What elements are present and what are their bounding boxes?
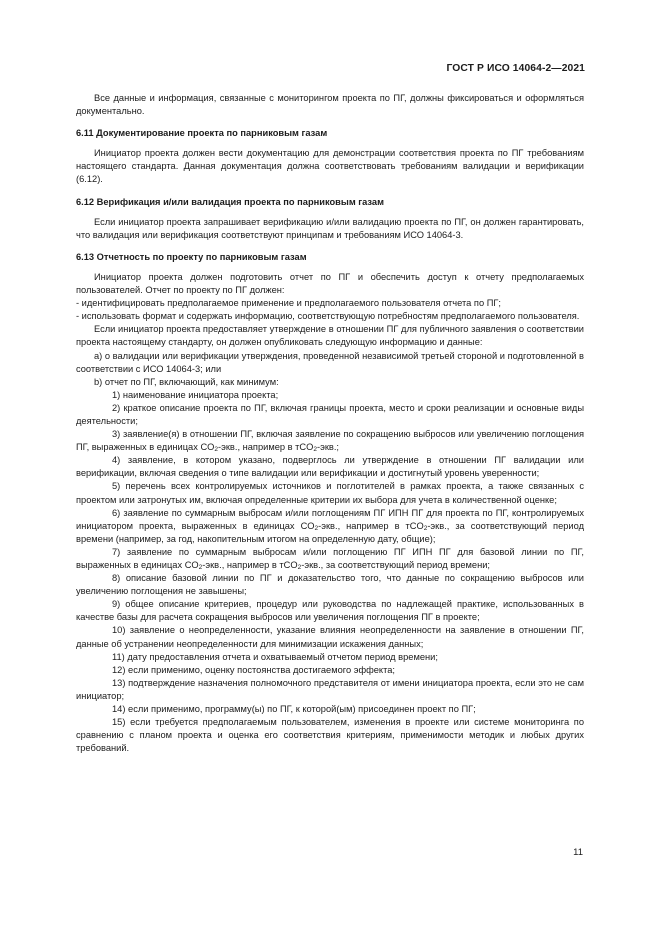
sub-item-5: 5) перечень всех контролируемых источников и поглотителей в рамках проекта, а также связанных с проектом или затронутых им, включая определенные критерии их выбора для учета в количественной оценке; <box>76 481 584 505</box>
list-item-a: а) о валидации или верификации утверждения, проведенной независимой третьей стороной и подготовленной в соответствии с ИСО 14064-3; или <box>76 350 584 374</box>
sub-item-14: 14) если применимо, программу(ы) по ПГ, к которой(ым) присоединен проект по ПГ; <box>112 704 476 715</box>
dash-item-1: - идентифицировать предполагаемое применение и предполагаемого пользователя отчета по ПГ; <box>76 298 501 309</box>
section-6-12-heading: 6.12 Верификация и/или валидация проекта по парниковым газам <box>76 196 384 207</box>
dash-item-2: - использовать формат и содержать информацию, соответствующую потребностям предполагаемого пользователя. <box>76 311 580 322</box>
section-6-13-heading: 6.13 Отчетность по проекту по парниковым газам <box>76 251 307 262</box>
section-6-13-paragraph-2: Если инициатор проекта предоставляет утверждение в отношении ПГ для публичного заявления о соответствии проекта настоящему стандарту, он должен опубликовать следующую информацию и данные: <box>76 324 584 348</box>
section-6-12-paragraph: Если инициатор проекта запрашивает верификацию и/или валидацию проекта по ПГ, он должен гарантировать, что валидация или верификация соответствуют принципам и требованиям ИСО 14064-3. <box>76 216 584 240</box>
sub-item-8: 8) описание базовой линии по ПГ и доказательство того, что данные по сокращению выбросов или увеличению поглощения не завышены; <box>76 573 584 597</box>
sub-item-10: 10) заявление о неопределенности, указание влияния неопределенности на заявление в отношении ПГ, данные об устранении неопределенности для минимизации искажения данных; <box>76 625 584 649</box>
sub-item-7: 7) заявление по суммарным выбросам и/или поглощению ПГ ИПН ПГ для базовой линии по ПГ, выраженных в единицах $CO_2$-экв., например в тCO$_2$-экв., за соответствующий период времени; <box>76 546 584 571</box>
document-body <box>76 92 584 755</box>
page-number: 11 <box>573 847 583 858</box>
intro-paragraph: Все данные и информация, связанные с мониторингом проекта по ПГ, должны фиксироваться и оформляться документально. <box>76 93 584 117</box>
sub-item-12: 12) если применимо, оценку постоянства достигаемого эффекта; <box>112 664 396 675</box>
sub-item-6: 6) заявление по суммарным выбросам и/или поглощениям ПГ ИПН ПГ для проекта по ПГ, контролируемых инициатором проекта, выраженных в единицах $CO_2$-экв., например в тCO$_2$-экв., за соответствующий период времени (например, за год, накопительным итогом на определенную дату, общие); <box>76 507 584 544</box>
sub-item-1: 1) наименование инициатора проекта; <box>112 389 279 400</box>
document-header: ГОСТ Р ИСО 14064-2—2021 <box>446 63 585 74</box>
section-6-11-paragraph: Инициатор проекта должен вести документацию для демонстрации соответствия проекта по ПГ требованиям настоящего стандарта. Данная документация должна соответствовать требованиям валидации и верификации (6.12). <box>76 148 584 185</box>
list-item-b: b) отчет по ПГ, включающий, как минимум: <box>94 376 279 387</box>
sub-item-11: 11) дату предоставления отчета и охватываемый отчетом период времени; <box>112 651 438 662</box>
sub-item-13: 13) подтверждение назначения полномочного представителя от имени инициатора проекта, если это не сам инициатор; <box>76 677 584 701</box>
section-6-13-paragraph-1: Инициатор проекта должен подготовить отчет по ПГ и обеспечить доступ к отчету предполагаемых пользователей. Отчет по проекту по ПГ должен: <box>76 271 584 296</box>
sub-item-15: 15) если требуется предполагаемым пользователем, изменения в проекте или системе мониторинга по сравнению с планом проекта и оценка его соответствия критериям, применимости методик и любых других требований. <box>76 717 584 754</box>
sub-item-4: 4) заявление, в котором указано, подверглось ли утверждение в отношении ПГ валидации или верификации, включая сведения о типе валидации или верификации и достигнутый уровень уверенности; <box>76 455 584 479</box>
section-6-11-heading: 6.11 Документирование проекта по парниковым газам <box>76 128 328 139</box>
sub-item-9: 9) общее описание критериев, процедур или руководства по надлежащей практике, использованных в качестве базы для расчета сокращения выбросов или увеличения поглощения ПГ в проекте; <box>76 599 584 623</box>
sub-item-2: 2) краткое описание проекта по ПГ, включая границы проекта, место и сроки реализации и основные виды деятельности; <box>76 402 584 426</box>
sub-item-3: 3) заявление(я) в отношении ПГ, включая заявление по сокращению выбросов или увеличению поглощения ПГ, выраженных в единицах $CO_2$-экв., например в тCO$_2$-экв.; <box>76 429 584 454</box>
